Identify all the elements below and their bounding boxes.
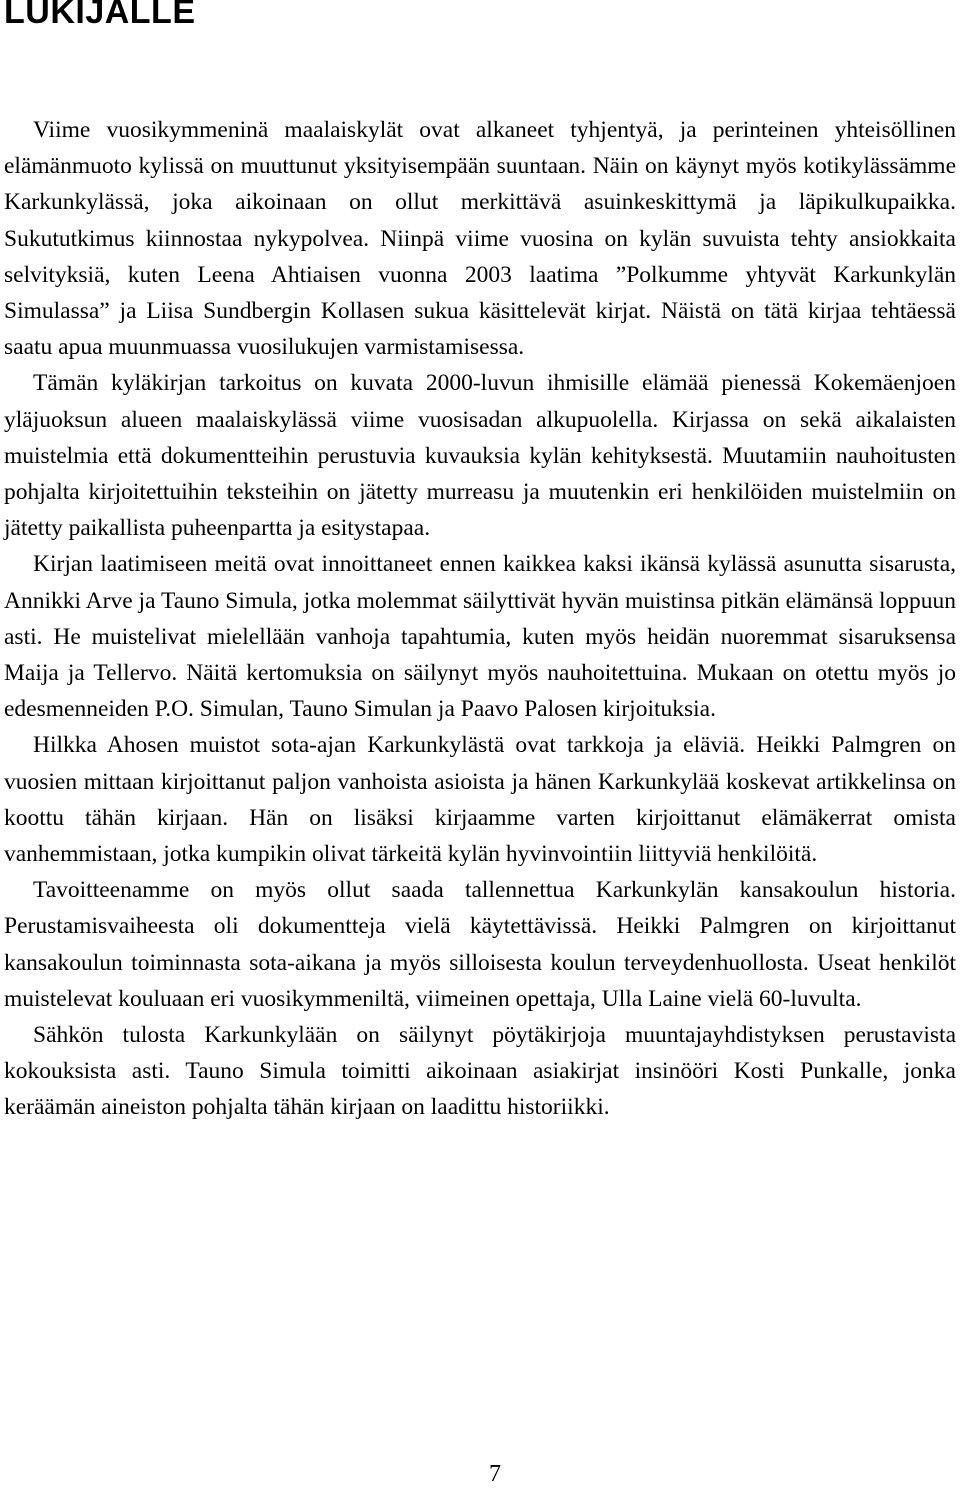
paragraph-6 <box>4 1017 956 1126</box>
paragraph-1 <box>4 112 956 365</box>
paragraph-3 <box>4 546 956 727</box>
paragraph-2 <box>4 365 956 546</box>
page-heading: LUKIJALLE <box>4 0 196 31</box>
paragraph-5 <box>4 872 956 1017</box>
paragraph-5-text: Tavoitteenamme on myös ollut saada tallennettua Karkunkylän kansakoulun historia. Perustamisvaiheesta oli dokumentteja vielä käytettävissä. Heikki Palmgren on kirjoittanut kansakoulun toiminnasta sota-aikana ja myös silloisesta koulun terveydenhuollosta. Useat henkilöt muistelevat kouluaan eri vuosikymmeniltä, viimeinen opettaja, Ulla Laine vielä 60-luvulta. <box>4 877 956 1012</box>
paragraph-2-text: Tämän kyläkirjan tarkoitus on kuvata 2000-luvun ihmisille elämää pienessä Kokemäenjoen yläjuoksun alueen maalaiskylässä viime vuosisadan alkupuolella. Kirjassa on sekä aikalaisten muistelmia että dokumentteihin perustuvia kuvauksia kylän kehityksestä. Muutamiin nauhoitusten pohjalta kirjoitettuihin teksteihin on jätetty murreasu ja muutenkin eri henkilöiden muistelmiin on jätetty paikallista puheenpartta ja esitystapaa. <box>4 370 956 542</box>
body-text <box>4 112 956 1126</box>
paragraph-3-text: Kirjan laatimiseen meitä ovat innoittaneet ennen kaikkea kaksi ikänsä kylässä asunutta sisarusta, Annikki Arve ja Tauno Simula, jotka molemmat säilyttivät hyvän muistinsa pitkän elämänsä loppuun asti. He muistelivat mielellään vanhoja tapahtumia, kuten myös heidän nuoremmat sisaruksensa Maija ja Tellervo. Näitä kertomuksia on säilynyt myös nauhoitettuina. Mukaan on otettu myös jo edesmenneiden P.O. Simulan, Tauno Simulan ja Paavo Palosen kirjoituksia. <box>4 551 956 723</box>
page-number: 7 <box>489 1461 501 1487</box>
paragraph-4 <box>4 727 956 872</box>
paragraph-4-text: Hilkka Ahosen muistot sota-ajan Karkunkylästä ovat tarkkoja ja eläviä. Heikki Palmgren on vuosien mittaan kirjoittanut paljon vanhoista asioista ja hänen Karkunkylää koskevat artikkelinsa on koottu tähän kirjaan. Hän on lisäksi kirjaamme varten kirjoittanut elämäkerrat omista vanhemmistaan, jotka kumpikin olivat tärkeitä kylän hyvinvointiin liittyviä henkilöitä. <box>4 732 956 868</box>
paragraph-1-text: Viime vuosikymmeninä maalaiskylät ovat alkaneet tyhjentyä, ja perinteinen yhteisöllinen elämänmuoto kylissä on muuttunut yksityisempään suuntaan. Näin on käynyt myös kotikylässämme Karkunkylässä, joka aikoinaan on ollut merkittävä asuinkeskittymä ja läpikulkupaikka. Sukututkimus kiinnostaa nykypolvea. Niinpä viime vuosina on kylän suvuista tehty ansiokkaita selvityksiä, kuten Leena Ahtiaisen vuonna 2003 laatima ”Polkumme yhtyvät Karkunkylän Simulassa” ja Liisa Sundbergin Kollasen sukua käsittelevät kirjat. Näistä on tätä kirjaa tehtäessä saatu apua muunmuassa vuosilukujen varmistamisessa. <box>4 117 956 361</box>
paragraph-6-text: Sähkön tulosta Karkunkylään on säilynyt pöytäkirjoja muuntajayhdistyksen perustavista kokouksista asti. Tauno Simula toimitti aikoinaan asiakirjat insinööri Kosti Punkalle, jonka keräämän aineiston pohjalta tähän kirjaan on laadittu historiikki. <box>4 1022 956 1121</box>
